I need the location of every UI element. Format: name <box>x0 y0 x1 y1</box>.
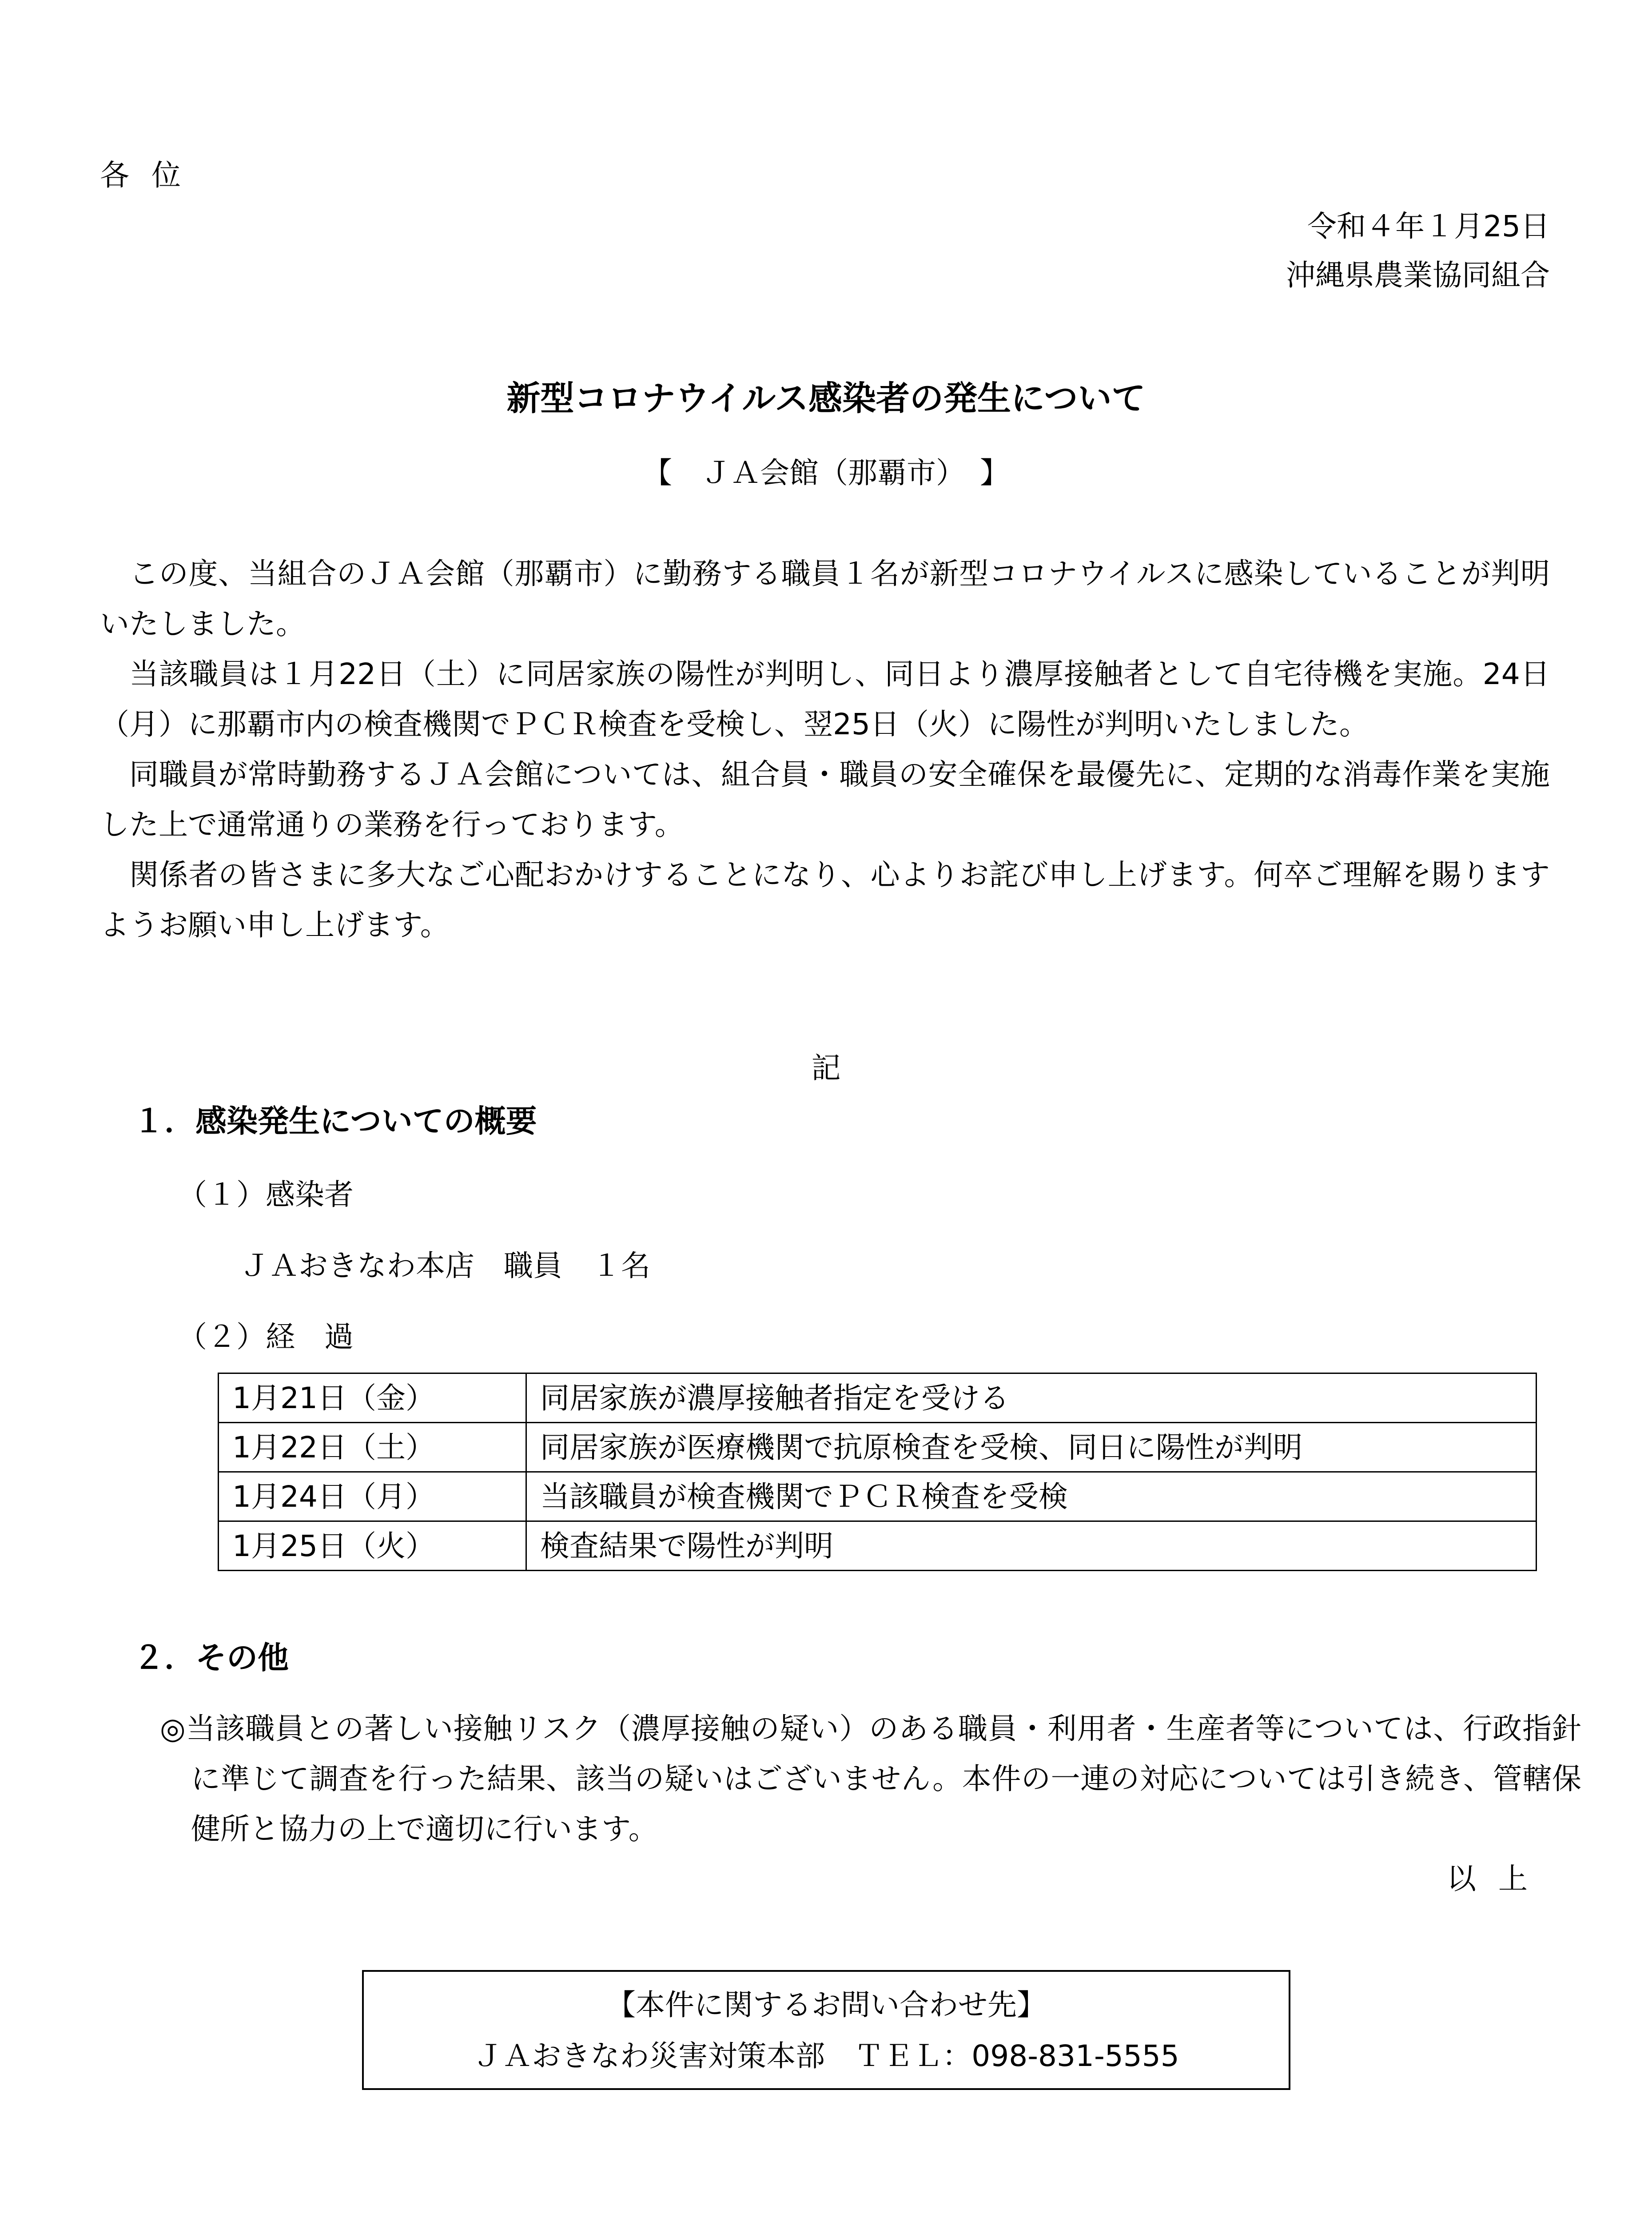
section-1-heading: １．感染発生についての概要 <box>133 1103 537 1139</box>
table-row <box>219 1423 1537 1472</box>
table-row <box>219 1472 1537 1521</box>
timeline-event: 検査結果で陽性が判明 <box>526 1521 1537 1571</box>
timeline-date: 1月25日（火） <box>219 1521 526 1571</box>
body-paragraph: 当該職員は１月22日（土）に同居家族の陽性が判明し、同日より濃厚接触者として自宅待機を実施。24日（月）に那覇市内の検査機関でＰＣＲ検査を受検し、翌25日（火）に陽性が判明いたしました。 <box>100 657 1550 741</box>
infected-content: ＪＡおきなわ本店 職員 １名 <box>240 1249 650 1283</box>
ki-marker: 記 <box>811 1051 841 1085</box>
sender-organization: 沖縄県農業協同組合 <box>1286 258 1550 292</box>
body-text <box>100 549 1550 950</box>
timeline-event: 同居家族が医療機関で抗原検査を受検、同日に陽性が判明 <box>526 1423 1537 1472</box>
body-paragraph: 関係者の皆さまに多大なご心配おかけすることになり、心よりお詫び申し上げます。何卒ご理解を賜りますようお願い申し上げます。 <box>100 858 1550 942</box>
timeline-event: 同居家族が濃厚接触者指定を受ける <box>526 1373 1537 1423</box>
document-date: 令和４年１月25日 <box>1307 209 1550 243</box>
contact-box <box>362 1970 1290 2090</box>
body-paragraph: この度、当組合のＪＡ会館（那覇市）に勤務する職員１名が新型コロナウイルスに感染していることが判明いたしました。 <box>100 557 1550 641</box>
table-row <box>219 1373 1537 1423</box>
section-2-heading: ２．その他 <box>133 1640 289 1676</box>
body-paragraph: 同職員が常時勤務するＪＡ会館については、組合員・職員の安全確保を最優先に、定期的な消毒作業を実施した上で通常通りの業務を行っております。 <box>100 757 1550 842</box>
timeline-date: 1月21日（金） <box>219 1373 526 1423</box>
document-title: 新型コロナウイルス感染者の発生について <box>506 378 1146 418</box>
table-row <box>219 1521 1537 1571</box>
infected-label: （１）感染者 <box>178 1178 354 1212</box>
timeline-label: （２）経 過 <box>178 1320 354 1354</box>
section-2-content: ◎当該職員との著しい接触リスク（濃厚接触の疑い）のある職員・利用者・生産者等については、行政指針に準じて調査を行った結果、該当の疑いはございません。本件の一連の対応については引き続き、管轄保健所と協力の上で適切に行います。 <box>160 1712 1581 1846</box>
contact-label: 【本件に関するお問い合わせ先】 <box>606 1988 1046 2022</box>
contact-info: ＪＡおきなわ災害対策本部 ＴＥＬ：098-831-5555 <box>473 2039 1179 2073</box>
timeline-table <box>218 1373 1537 1571</box>
closing-mark: 以上 <box>1447 1862 1550 1896</box>
timeline-event: 当該職員が検査機関でＰＣＲ検査を受検 <box>526 1472 1537 1521</box>
recipient: 各位 <box>100 158 203 192</box>
timeline-date: 1月24日（月） <box>219 1472 526 1521</box>
timeline-date: 1月22日（土） <box>219 1423 526 1472</box>
document-subtitle: 【 ＪＡ会館（那覇市） 】 <box>643 456 1009 490</box>
